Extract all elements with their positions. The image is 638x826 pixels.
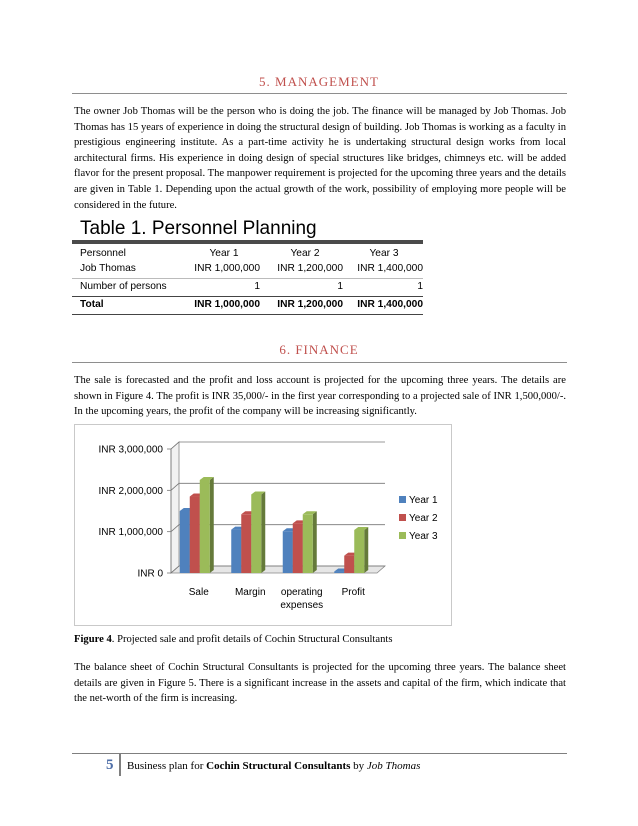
table-cell: INR 1,000,000 <box>194 299 260 310</box>
bar-side <box>210 477 214 573</box>
chart-side-wall <box>171 442 179 573</box>
table-cell: INR 1,000,000 <box>194 263 260 274</box>
table-row <box>80 279 423 295</box>
table-cell: INR 1,200,000 <box>277 299 343 310</box>
footer-company: Cochin Structural Consultants <box>206 760 351 772</box>
figure-label: Figure 4 <box>74 634 112 645</box>
table-header-cell: Personnel <box>80 248 126 259</box>
bar <box>344 556 354 573</box>
bar <box>303 514 313 573</box>
bar-side <box>364 527 368 573</box>
legend-swatch <box>399 532 406 539</box>
bar <box>251 494 261 573</box>
bar <box>231 530 241 573</box>
page-number: 5 <box>106 757 114 773</box>
legend-label: Year 3 <box>409 531 438 542</box>
x-tick-label: Margin <box>234 587 266 598</box>
footer-author: Job Thomas <box>366 760 421 772</box>
figure-caption <box>74 632 566 648</box>
y-tick-label: INR 1,000,000 <box>98 527 163 539</box>
table-header-row <box>80 246 423 262</box>
management-rule <box>72 93 567 94</box>
y-tick-label: INR 2,000,000 <box>98 485 163 497</box>
footer-text <box>127 760 420 772</box>
x-tick-label: Profit <box>341 587 365 598</box>
finance-heading: 6. FINANCE <box>279 342 359 357</box>
bar-side <box>261 491 265 573</box>
table-cell: 1 <box>337 281 343 292</box>
table-cell: Number of persons <box>80 281 167 292</box>
legend-swatch <box>399 514 406 521</box>
table-cell: 1 <box>417 281 423 292</box>
footer-prefix: Business plan for <box>127 760 207 772</box>
chart-gridline <box>171 442 385 449</box>
x-tick-label: operating <box>280 587 323 598</box>
bar <box>283 531 293 573</box>
bar <box>293 523 303 573</box>
figure-caption-text: . Projected sale and profit details of Cochin Structural Consultants <box>111 634 393 645</box>
table-header-cell: Year 1 <box>209 248 239 259</box>
table-divider <box>72 314 423 315</box>
footer-rule <box>72 753 567 754</box>
table-total-row <box>80 297 423 313</box>
bar <box>200 480 210 573</box>
table-cell: INR 1,200,000 <box>277 263 343 274</box>
table-title-bar <box>72 240 423 244</box>
table-cell: Job Thomas <box>80 263 136 274</box>
table-header-cell: Year 2 <box>290 248 320 259</box>
balance-paragraph: The balance sheet of Cochin Structural Consultants is projected for the upcoming three years. The balance sheet details are given in Figure 5. There is a significant increase in the assets and capital of the firm, which indicate that the net-worth of the firm is increasing. <box>74 662 566 705</box>
table-title: Table 1. Personnel Planning <box>72 217 423 241</box>
bar <box>180 511 190 573</box>
bar <box>354 530 364 573</box>
bar <box>241 514 251 573</box>
footer-by: by <box>350 760 367 772</box>
table-cell: INR 1,400,000 <box>357 263 423 274</box>
management-paragraph: The owner Job Thomas will be the person who is doing the job. The finance will be managed by Job Thomas. Job Thomas has 15 years of experience in doing the structural design of building. Job Thomas is working as a faculty in prestigious engineering institute. As a part-time activity he is undertaking structural design works from local architectural firms. His experience in doing design of special structures like bridges, chimneys etc. will be added flavor for the present proposal. The manpower requirement is projected for the upcoming three years and the details are given in Table 1. Depending upon the actual growth of the work, possibility of employing more people will be considered in the future. <box>74 106 566 211</box>
chart-frame <box>74 424 452 626</box>
management-heading: 5. MANAGEMENT <box>259 74 379 89</box>
personnel-table <box>72 217 423 320</box>
table-cell: INR 1,400,000 <box>357 299 423 310</box>
sales-chart <box>75 425 451 625</box>
finance-paragraph: The sale is forecasted and the profit and loss account is projected for the upcoming three years. The details are shown in Figure 4. The profit is INR 35,000/- in the first year corresponding to a projected sale of INR 1,500,000/-. In the upcoming years, the profit of the company will be increasing significantly. <box>74 375 566 418</box>
bar <box>190 497 200 573</box>
legend-label: Year 2 <box>409 513 438 524</box>
x-tick-label: Sale <box>188 587 209 598</box>
legend-swatch <box>399 496 406 503</box>
bar-side <box>313 511 317 573</box>
table-cell: Total <box>80 299 104 310</box>
bar <box>334 572 344 573</box>
x-tick-label: expenses <box>280 600 324 611</box>
y-tick-label: INR 0 <box>137 568 163 580</box>
table-cell: 1 <box>254 281 260 292</box>
table-row <box>80 261 423 277</box>
legend-label: Year 1 <box>409 495 438 506</box>
y-tick-label: INR 3,000,000 <box>98 444 163 456</box>
finance-rule <box>72 362 567 363</box>
footer-divider <box>119 754 121 776</box>
table-header-cell: Year 3 <box>369 248 399 259</box>
